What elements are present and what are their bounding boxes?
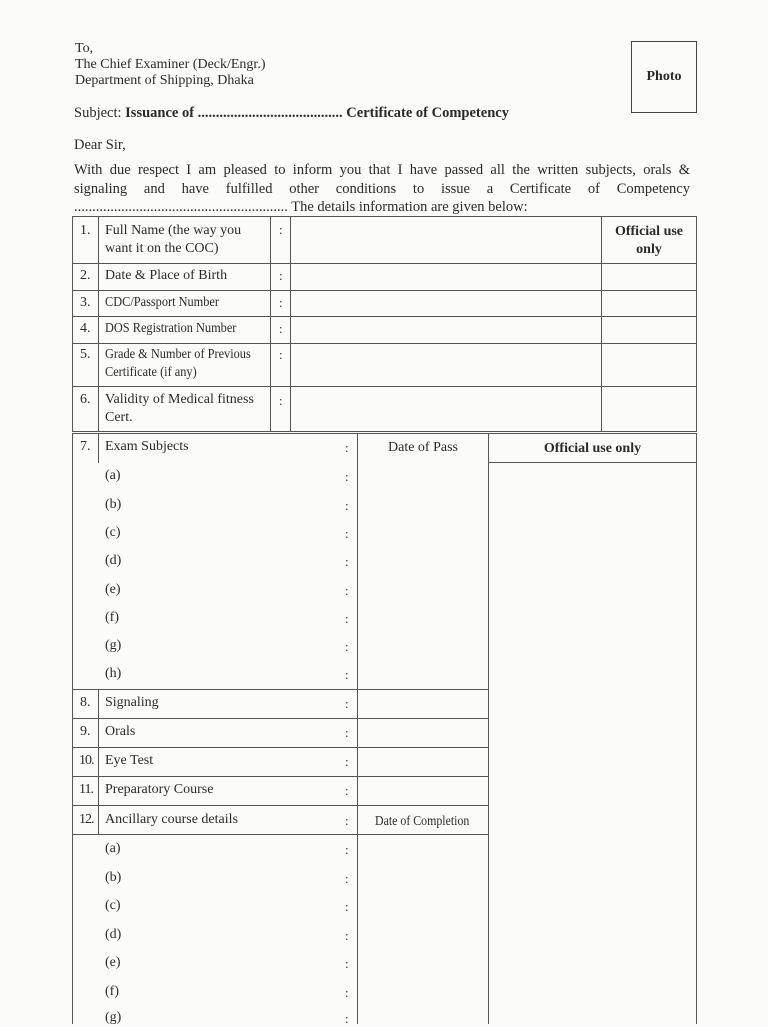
eye-test-date-field[interactable]: [358, 748, 487, 775]
dos-registration-label: DOS Registration Number: [105, 321, 237, 336]
ancillary-course-field[interactable]: [120, 836, 340, 862]
exam-subject-field[interactable]: [120, 464, 340, 490]
exam-subject-field[interactable]: [120, 605, 340, 631]
photo-box[interactable]: [631, 41, 697, 113]
medical-fitness-label: Validity of Medical fitness Cert.: [105, 392, 254, 425]
dob-field[interactable]: [291, 264, 600, 289]
previous-certificate-field[interactable]: [291, 344, 600, 385]
cdc-passport-label: CDC/Passport Number: [105, 295, 219, 310]
ancillary-course-field[interactable]: [120, 893, 340, 919]
ancillary-course-label: Ancillary course details: [105, 812, 238, 827]
preparatory-course-label: Preparatory Course: [105, 782, 214, 797]
orals-date-field[interactable]: [358, 719, 487, 746]
exam-subject-field[interactable]: [120, 548, 340, 574]
orals-label: Orals: [105, 724, 136, 739]
signaling-date-field[interactable]: [358, 690, 487, 717]
subject-line: [74, 105, 509, 122]
body-line-1: With due respect I am pleased to inform you that I have passed all the written subjects, orals &: [74, 162, 690, 178]
exam-subject-field[interactable]: [120, 520, 340, 546]
exam-subjects-label: Exam Subjects: [105, 439, 189, 454]
signaling-label: Signaling: [105, 695, 159, 710]
salutation: Dear Sir,: [74, 137, 126, 153]
full-name-field[interactable]: [291, 217, 600, 262]
exam-subject-field[interactable]: [120, 492, 340, 518]
exam-subject-field[interactable]: [120, 661, 340, 687]
dos-registration-field[interactable]: [291, 317, 600, 342]
photo-label: Photo: [646, 69, 682, 84]
address-to: To,: [75, 41, 94, 56]
ancillary-course-field[interactable]: [120, 865, 340, 891]
official-use-header-1: Official use only: [614, 224, 684, 257]
date-of-pass-header: Date of Pass: [388, 440, 458, 455]
address-recipient: The Chief Examiner (Deck/Engr.): [75, 57, 266, 72]
date-of-completion-header: Date of Completion: [375, 813, 470, 828]
previous-certificate-label: Grade & Number of Previous Certificate (if any): [105, 347, 251, 380]
subject-text: Issuance of ........................................ Certificate of Competency: [125, 105, 509, 121]
ancillary-course-field[interactable]: [120, 950, 340, 976]
eye-test-label: Eye Test: [105, 753, 154, 768]
subject-label: Subject:: [74, 105, 122, 121]
exam-subject-field[interactable]: [120, 633, 340, 659]
body-line-3: ........................................................... The details information are given below:: [74, 199, 528, 215]
dob-label: Date & Place of Birth: [105, 268, 228, 283]
body-line-2: signaling and have fulfilled other conditions to issue a Certificate of Competency: [74, 181, 690, 197]
ancillary-course-field[interactable]: [120, 922, 340, 948]
address-department: Department of Shipping, Dhaka: [75, 73, 254, 88]
cdc-passport-field[interactable]: [291, 291, 600, 315]
exam-subject-field[interactable]: [120, 577, 340, 603]
medical-fitness-field[interactable]: [291, 387, 600, 430]
full-name-label: Full Name (the way you want it on the COC): [105, 223, 242, 256]
official-use-header-2: Official use only: [543, 441, 642, 456]
ancillary-course-field[interactable]: [120, 979, 340, 1005]
preparatory-course-date-field[interactable]: [358, 777, 487, 804]
